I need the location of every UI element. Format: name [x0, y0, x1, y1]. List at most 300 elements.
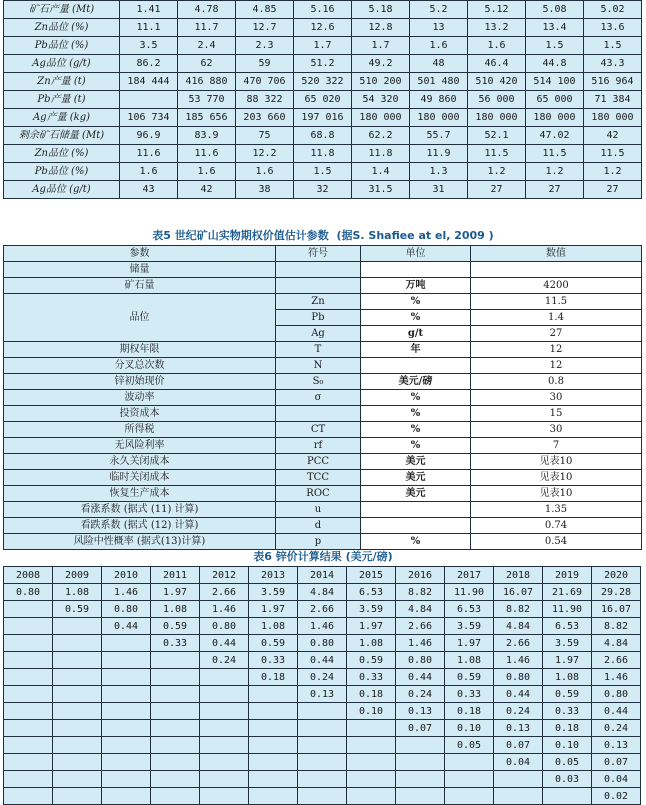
- value-cell: 13.2: [468, 19, 526, 37]
- year-header: 2015: [347, 567, 396, 584]
- value-cell: 5.2: [410, 1, 468, 19]
- price-cell: 0.44: [200, 635, 249, 652]
- price-cell: [347, 720, 396, 737]
- price-cell: [396, 771, 445, 788]
- header-symbol: 符号: [276, 246, 361, 262]
- grade-unit: %: [361, 294, 471, 310]
- value-cell: 38: [236, 181, 294, 199]
- price-row: [4, 720, 641, 737]
- param-value: 30: [471, 390, 642, 406]
- price-cell: 0.07: [396, 720, 445, 737]
- price-cell: [53, 669, 102, 686]
- price-cell: [53, 771, 102, 788]
- price-cell: 0.13: [592, 737, 641, 754]
- production-row: [4, 1, 642, 19]
- price-cell: 0.80: [592, 686, 641, 703]
- value-cell: 13.4: [526, 19, 584, 37]
- price-cell: 2.66: [200, 584, 249, 601]
- value-cell: 68.8: [294, 127, 352, 145]
- value-cell: 1.41: [120, 1, 178, 19]
- value-cell: 1.6: [410, 37, 468, 55]
- price-cell: 1.97: [249, 601, 298, 618]
- year-header: 2012: [200, 567, 249, 584]
- grade-value: 27: [471, 326, 642, 342]
- value-cell: 12.6: [294, 19, 352, 37]
- param-unit: %: [361, 406, 471, 422]
- param-symbol: [276, 406, 361, 422]
- value-cell: 11.8: [352, 145, 410, 163]
- value-cell: 5.18: [352, 1, 410, 19]
- value-cell: 55.7: [410, 127, 468, 145]
- param-name: 永久关闭成本: [4, 454, 276, 470]
- price-cell: 0.10: [347, 703, 396, 720]
- price-cell: 1.08: [53, 584, 102, 601]
- value-cell: 3.5: [120, 37, 178, 55]
- price-cell: [151, 703, 200, 720]
- param-symbol: TCC: [276, 470, 361, 486]
- price-cell: 0.07: [592, 754, 641, 771]
- price-cell: 0.59: [249, 635, 298, 652]
- table5-title: 表5 世纪矿山实物期权价值估计参数: [152, 229, 329, 242]
- value-cell: 11.5: [526, 145, 584, 163]
- value-cell: 180 000: [352, 109, 410, 127]
- param-value: 0.8: [471, 374, 642, 390]
- param-unit: [361, 358, 471, 374]
- value-cell: 1.5: [294, 163, 352, 181]
- price-cell: [151, 771, 200, 788]
- param-unit: %: [361, 438, 471, 454]
- grade-symbol: Ag: [276, 326, 361, 342]
- price-row: [4, 669, 641, 686]
- value-cell: 5.08: [526, 1, 584, 19]
- grade-symbol: Pb: [276, 310, 361, 326]
- value-cell: 180 000: [526, 109, 584, 127]
- zinc-price-table: [3, 566, 641, 805]
- year-header: 2016: [396, 567, 445, 584]
- price-cell: 0.13: [494, 720, 543, 737]
- param-name: 所得税: [4, 422, 276, 438]
- price-cell: [53, 635, 102, 652]
- price-cell: 0.18: [445, 703, 494, 720]
- price-cell: 0.10: [543, 737, 592, 754]
- value-cell: 54 320: [352, 91, 410, 109]
- price-cell: [200, 737, 249, 754]
- param-value: 0.54: [471, 534, 642, 550]
- production-row: [4, 91, 642, 109]
- price-row: [4, 601, 641, 618]
- row-label: Zn品位 (%): [4, 19, 120, 37]
- value-cell: 510 200: [352, 73, 410, 91]
- value-cell: 11.6: [178, 145, 236, 163]
- value-cell: 2.4: [178, 37, 236, 55]
- param-symbol: CT: [276, 422, 361, 438]
- value-cell: 44.8: [526, 55, 584, 73]
- value-cell: 11.8: [294, 145, 352, 163]
- price-cell: 1.08: [347, 635, 396, 652]
- price-cell: [200, 771, 249, 788]
- param-symbol: T: [276, 342, 361, 358]
- value-cell: 62: [178, 55, 236, 73]
- year-header: 2020: [592, 567, 641, 584]
- value-cell: 52.1: [468, 127, 526, 145]
- param-unit: %: [361, 390, 471, 406]
- price-cell: 0.80: [102, 601, 151, 618]
- price-cell: [249, 737, 298, 754]
- value-cell: 53 770: [178, 91, 236, 109]
- parameter-row: [4, 374, 642, 390]
- grade-label: 品位: [4, 294, 276, 342]
- param-symbol: p: [276, 534, 361, 550]
- value-cell: 1.2: [526, 163, 584, 181]
- parameter-row: [4, 502, 642, 518]
- value-cell: 516 964: [584, 73, 642, 91]
- ore-row: [4, 278, 642, 294]
- year-header: 2014: [298, 567, 347, 584]
- value-cell: 27: [468, 181, 526, 199]
- value-cell: 470 706: [236, 73, 294, 91]
- row-label: Ag品位 (g/t): [4, 55, 120, 73]
- price-cell: 1.97: [543, 652, 592, 669]
- value-cell: 11.1: [120, 19, 178, 37]
- value-cell: 1.7: [294, 37, 352, 55]
- param-value: 1.35: [471, 502, 642, 518]
- value-cell: 185 656: [178, 109, 236, 127]
- value-cell: 43: [120, 181, 178, 199]
- price-cell: 8.82: [396, 584, 445, 601]
- table5-header-row: [4, 246, 642, 262]
- price-cell: 8.82: [592, 618, 641, 635]
- value-cell: 59: [236, 55, 294, 73]
- param-value: 0.74: [471, 518, 642, 534]
- price-cell: [347, 737, 396, 754]
- param-name: 分叉总次数: [4, 358, 276, 374]
- price-cell: 1.08: [445, 652, 494, 669]
- parameter-row: [4, 470, 642, 486]
- param-value: 见表10: [471, 454, 642, 470]
- price-cell: 1.46: [200, 601, 249, 618]
- value-cell: 12.8: [352, 19, 410, 37]
- value-cell: 180 000: [468, 109, 526, 127]
- price-cell: 0.04: [494, 754, 543, 771]
- value-cell: 1.6: [120, 163, 178, 181]
- price-cell: 0.05: [445, 737, 494, 754]
- value-cell: 520 322: [294, 73, 352, 91]
- price-cell: 0.33: [249, 652, 298, 669]
- param-symbol: d: [276, 518, 361, 534]
- parameters-table: [3, 245, 642, 550]
- price-cell: [4, 618, 53, 635]
- price-cell: [53, 720, 102, 737]
- price-cell: [298, 754, 347, 771]
- price-cell: [4, 669, 53, 686]
- price-cell: 1.97: [151, 584, 200, 601]
- param-symbol: u: [276, 502, 361, 518]
- param-unit: 美元: [361, 486, 471, 502]
- price-cell: [543, 788, 592, 805]
- price-cell: [151, 669, 200, 686]
- price-cell: 0.59: [543, 686, 592, 703]
- value-cell: 27: [584, 181, 642, 199]
- value-cell: 203 660: [236, 109, 294, 127]
- price-row: [4, 686, 641, 703]
- parameter-row: [4, 358, 642, 374]
- price-cell: 11.90: [445, 584, 494, 601]
- production-table-body: [4, 1, 642, 199]
- value-cell: 32: [294, 181, 352, 199]
- price-cell: 0.80: [200, 618, 249, 635]
- price-cell: 4.84: [396, 601, 445, 618]
- price-cell: [298, 788, 347, 805]
- param-name: 看跌系数 (据式 (12) 计算): [4, 518, 276, 534]
- price-cell: [4, 754, 53, 771]
- price-cell: [102, 771, 151, 788]
- price-cell: [200, 754, 249, 771]
- value-cell: 62.2: [352, 127, 410, 145]
- param-unit: 年: [361, 342, 471, 358]
- price-cell: [445, 788, 494, 805]
- price-cell: [249, 703, 298, 720]
- price-row: [4, 635, 641, 652]
- year-header: 2017: [445, 567, 494, 584]
- price-cell: 1.46: [494, 652, 543, 669]
- param-name: 期权年限: [4, 342, 276, 358]
- param-unit: 美元: [361, 470, 471, 486]
- row-label: 剩余矿石储量 (Mt): [4, 127, 120, 145]
- price-cell: 0.10: [445, 720, 494, 737]
- value-cell: 11.6: [120, 145, 178, 163]
- value-cell: 5.16: [294, 1, 352, 19]
- price-cell: 2.66: [494, 635, 543, 652]
- parameter-row: [4, 342, 642, 358]
- price-cell: 1.46: [102, 584, 151, 601]
- price-cell: [249, 754, 298, 771]
- table5-caption: [0, 227, 646, 243]
- price-cell: 0.44: [396, 669, 445, 686]
- value-cell: 27: [526, 181, 584, 199]
- param-value: 见表10: [471, 470, 642, 486]
- value-cell: 12.7: [236, 19, 294, 37]
- price-cell: 6.53: [543, 618, 592, 635]
- price-cell: 0.24: [494, 703, 543, 720]
- price-cell: 0.18: [543, 720, 592, 737]
- price-cell: 0.44: [494, 686, 543, 703]
- price-cell: 0.24: [298, 669, 347, 686]
- price-cell: [200, 686, 249, 703]
- price-cell: 1.46: [396, 635, 445, 652]
- price-cell: [102, 635, 151, 652]
- price-cell: 0.18: [347, 686, 396, 703]
- price-cell: 0.80: [396, 652, 445, 669]
- value-cell: 180 000: [410, 109, 468, 127]
- price-cell: [4, 635, 53, 652]
- price-cell: 1.97: [445, 635, 494, 652]
- param-value: 12: [471, 358, 642, 374]
- price-cell: 0.59: [53, 601, 102, 618]
- price-cell: [494, 771, 543, 788]
- param-name: 恢复生产成本: [4, 486, 276, 502]
- value-cell: 31: [410, 181, 468, 199]
- value-cell: 501 480: [410, 73, 468, 91]
- zinc-price-table-body: [4, 584, 641, 805]
- value-cell: 31.5: [352, 181, 410, 199]
- price-cell: 3.59: [543, 635, 592, 652]
- price-cell: [151, 720, 200, 737]
- year-header: 2008: [4, 567, 53, 584]
- value-cell: 71 384: [584, 91, 642, 109]
- price-cell: 2.66: [298, 601, 347, 618]
- production-row: [4, 19, 642, 37]
- price-cell: [347, 788, 396, 805]
- price-cell: 0.03: [543, 771, 592, 788]
- price-row: [4, 737, 641, 754]
- price-cell: [102, 686, 151, 703]
- price-cell: [102, 720, 151, 737]
- price-cell: 0.13: [298, 686, 347, 703]
- param-symbol: ROC: [276, 486, 361, 502]
- price-cell: [4, 788, 53, 805]
- price-cell: [347, 754, 396, 771]
- price-cell: [396, 737, 445, 754]
- price-cell: 0.05: [543, 754, 592, 771]
- parameter-row: [4, 454, 642, 470]
- parameter-row: [4, 486, 642, 502]
- param-symbol: σ: [276, 390, 361, 406]
- param-unit: [361, 518, 471, 534]
- value-cell: 5.12: [468, 1, 526, 19]
- price-row: [4, 618, 641, 635]
- grade-unit: %: [361, 310, 471, 326]
- value-cell: 2.3: [236, 37, 294, 55]
- value-cell: 180 000: [584, 109, 642, 127]
- param-name: 看涨系数 (据式 (11) 计算): [4, 502, 276, 518]
- production-row: [4, 55, 642, 73]
- year-header: 2018: [494, 567, 543, 584]
- price-cell: [102, 788, 151, 805]
- param-value: 7: [471, 438, 642, 454]
- price-cell: [298, 771, 347, 788]
- price-cell: 0.80: [494, 669, 543, 686]
- value-cell: 12.2: [236, 145, 294, 163]
- param-symbol: S₀: [276, 374, 361, 390]
- price-cell: 0.18: [249, 669, 298, 686]
- price-cell: [102, 737, 151, 754]
- price-cell: 11.90: [543, 601, 592, 618]
- value-cell: 65 020: [294, 91, 352, 109]
- price-cell: [53, 652, 102, 669]
- value-cell: 11.7: [178, 19, 236, 37]
- price-cell: 0.44: [592, 703, 641, 720]
- price-cell: 3.59: [249, 584, 298, 601]
- price-cell: [249, 686, 298, 703]
- price-row: [4, 771, 641, 788]
- price-cell: [298, 720, 347, 737]
- price-cell: [200, 703, 249, 720]
- price-cell: 4.84: [494, 618, 543, 635]
- price-cell: 1.46: [298, 618, 347, 635]
- price-cell: 16.07: [494, 584, 543, 601]
- value-cell: 1.5: [526, 37, 584, 55]
- price-cell: 0.24: [396, 686, 445, 703]
- production-row: [4, 145, 642, 163]
- value-cell: 49 860: [410, 91, 468, 109]
- price-cell: 0.80: [298, 635, 347, 652]
- price-cell: 0.44: [102, 618, 151, 635]
- table6-header-row: [4, 567, 641, 584]
- value-cell: 514 100: [526, 73, 584, 91]
- price-cell: 4.84: [298, 584, 347, 601]
- value-cell: 1.3: [410, 163, 468, 181]
- value-cell: 1.5: [584, 37, 642, 55]
- year-header: 2010: [102, 567, 151, 584]
- price-cell: [151, 652, 200, 669]
- row-label: Pb品位 (%): [4, 37, 120, 55]
- grade-unit: g/t: [361, 326, 471, 342]
- price-cell: 0.13: [396, 703, 445, 720]
- price-row: [4, 788, 641, 805]
- price-cell: [200, 720, 249, 737]
- header-param: 参数: [4, 246, 276, 262]
- value-cell: 42: [178, 181, 236, 199]
- price-cell: 2.66: [592, 652, 641, 669]
- ore-value: 4200: [471, 278, 642, 294]
- production-row: [4, 127, 642, 145]
- price-cell: 3.59: [347, 601, 396, 618]
- parameter-row: [4, 438, 642, 454]
- value-cell: 75: [236, 127, 294, 145]
- grade-row-zn: [4, 294, 642, 310]
- value-cell: 1.6: [178, 163, 236, 181]
- year-header: 2009: [53, 567, 102, 584]
- price-cell: 0.24: [592, 720, 641, 737]
- price-cell: 1.08: [543, 669, 592, 686]
- price-cell: 0.33: [445, 686, 494, 703]
- parameter-row: [4, 390, 642, 406]
- price-cell: [396, 754, 445, 771]
- price-cell: [4, 652, 53, 669]
- price-cell: [102, 703, 151, 720]
- value-cell: 5.02: [584, 1, 642, 19]
- parameter-row: [4, 518, 642, 534]
- row-label: Zn产量 (t): [4, 73, 120, 91]
- production-row: [4, 73, 642, 91]
- price-cell: [200, 669, 249, 686]
- price-cell: 0.59: [151, 618, 200, 635]
- price-cell: 0.07: [494, 737, 543, 754]
- grade-symbol: Zn: [276, 294, 361, 310]
- price-cell: [298, 703, 347, 720]
- param-symbol: N: [276, 358, 361, 374]
- price-cell: [445, 754, 494, 771]
- grade-value: 11.5: [471, 294, 642, 310]
- ore-unit: 万吨: [361, 278, 471, 294]
- price-cell: 6.53: [347, 584, 396, 601]
- price-cell: 6.53: [445, 601, 494, 618]
- value-cell: 96.9: [120, 127, 178, 145]
- year-header: 2013: [249, 567, 298, 584]
- price-cell: 29.28: [592, 584, 641, 601]
- production-table: [3, 0, 642, 199]
- value-cell: 510 420: [468, 73, 526, 91]
- price-row: [4, 652, 641, 669]
- ore-label: 矿石量: [4, 278, 276, 294]
- value-cell: 46.4: [468, 55, 526, 73]
- price-cell: 1.08: [151, 601, 200, 618]
- param-unit: 美元: [361, 454, 471, 470]
- row-label: Zn品位 (%): [4, 145, 120, 163]
- header-unit: 单位: [361, 246, 471, 262]
- price-cell: [249, 788, 298, 805]
- value-cell: 47.02: [526, 127, 584, 145]
